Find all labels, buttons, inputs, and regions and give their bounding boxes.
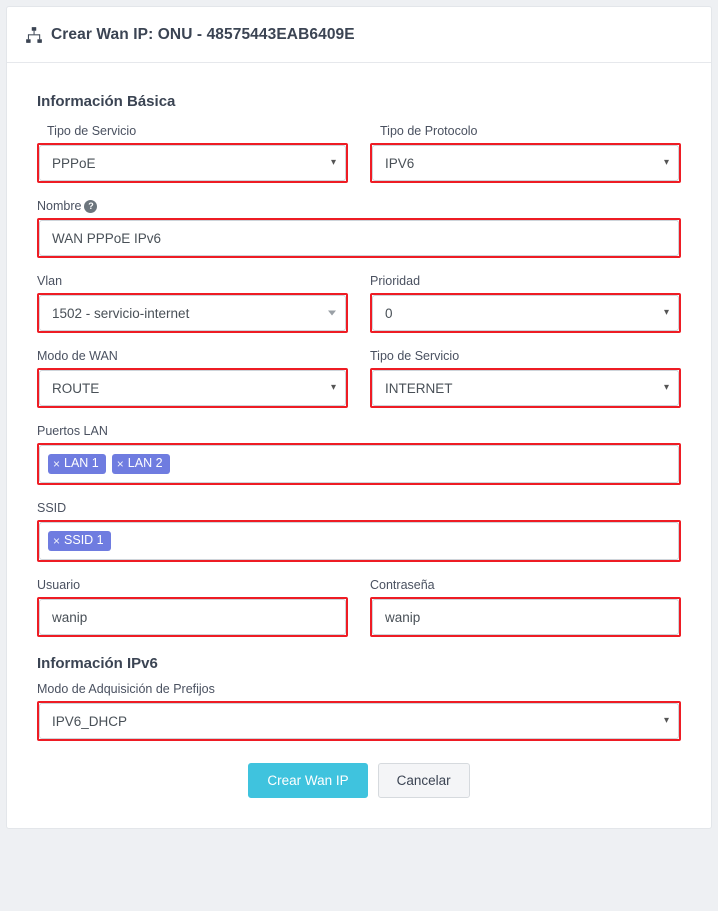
section-title-ipv6: Información IPv6 [37,655,158,673]
chevron-down-icon: ▾ [330,157,336,168]
service-type-2-label: Tipo de Servicio [370,349,460,364]
sitemap-icon [25,26,43,44]
protocol-type-label: Tipo de Protocolo [380,124,478,138]
page-title: Crear Wan IP: ONU - 48575443EAB6409E [51,25,355,43]
chevron-down-icon: ▾ [663,382,669,394]
chevron-down-icon: ▾ [663,307,669,319]
wan-mode-select-wrap[interactable] [39,370,346,406]
protocol-type-select-wrap[interactable] [372,145,679,181]
wan-mode-select[interactable]: ROUTE [39,370,346,406]
lan-ports-label: Puertos LAN [37,424,108,439]
tag-label: SSID 1 [64,533,104,548]
name-input[interactable]: WAN PPPoE IPv6 [39,220,679,256]
field-protocol-type [370,124,681,183]
protocol-type-select[interactable]: IPV6 [372,145,679,181]
service-type-2-highlight [370,368,681,408]
field-ssid [37,501,681,562]
form-actions [37,763,681,798]
field-service-type-2 [370,349,681,408]
create-wan-ip-button[interactable]: Crear Wan IP [248,763,367,798]
password-label: Contraseña [370,578,435,593]
cancel-button[interactable]: Cancelar [378,763,470,798]
lan-ports-multiselect[interactable] [39,445,679,483]
ssid-highlight [37,520,681,562]
tag-label: LAN 1 [64,456,99,471]
chevron-down-icon: ▾ [330,382,336,394]
form-row-wanmode-servicetype [37,349,681,408]
ssid-label: SSID [37,501,67,516]
remove-tag-icon[interactable]: × [53,456,61,471]
protocol-type-highlight [370,143,681,183]
field-lan-ports [37,424,681,485]
priority-select[interactable]: 0 [372,295,679,331]
form-row-lan-ports [37,424,681,485]
field-name [37,199,681,258]
password-input[interactable]: wanip [372,599,679,635]
form-row-ssid [37,501,681,562]
user-label: Usuario [37,578,81,593]
form-row-credentials [37,578,681,637]
tag-ssid-1[interactable] [48,531,111,551]
field-user [37,578,348,637]
field-service-type [37,124,348,183]
service-type-2-select-wrap[interactable] [372,370,679,406]
form-row-prefix-mode [37,682,681,741]
vlan-select[interactable]: 1502 - servicio-internet [39,295,346,331]
field-password [370,578,681,637]
lan-ports-highlight [37,443,681,485]
form-row-vlan-priority [37,274,681,333]
remove-tag-icon[interactable]: × [53,533,61,548]
tag-lan-2[interactable] [112,454,170,474]
field-vlan [37,274,348,333]
vlan-select-wrap[interactable] [39,295,346,331]
card-body [7,63,711,828]
card-header [7,7,711,63]
name-label [37,199,681,213]
service-type-label: Tipo de Servicio [47,124,137,138]
form-row-name [37,199,681,258]
prefix-mode-select[interactable]: IPV6_DHCP [39,703,679,739]
user-input[interactable]: wanip [39,599,346,635]
field-wan-mode [37,349,348,408]
name-label-text: Nombre [37,199,82,213]
remove-tag-icon[interactable]: × [116,456,124,471]
vlan-label: Vlan [37,274,63,289]
section-title-basic: Información Básica [37,93,176,110]
priority-highlight [370,293,681,333]
chevron-down-icon: ▾ [663,715,669,727]
priority-label: Prioridad [370,274,421,289]
vlan-highlight [37,293,348,333]
field-priority [370,274,681,333]
name-highlight [37,218,681,258]
user-highlight [37,597,348,637]
wan-mode-label: Modo de WAN [37,349,118,364]
priority-select-wrap[interactable] [372,295,679,331]
wan-mode-highlight [37,368,348,408]
create-wan-ip-card [6,6,712,829]
service-type-highlight [37,143,348,183]
service-type-select-wrap[interactable] [39,145,346,181]
service-type-select[interactable]: PPPoE [39,145,346,181]
tag-lan-1[interactable] [48,454,106,474]
field-prefix-mode [37,682,681,741]
password-highlight [370,597,681,637]
prefix-mode-label: Modo de Adquisición de Prefijos [37,682,215,697]
help-icon[interactable]: ? [84,200,97,213]
ssid-multiselect[interactable] [39,522,679,560]
prefix-mode-highlight [37,701,681,741]
form-row-service-protocol [37,124,681,183]
service-type-2-select[interactable]: INTERNET [372,370,679,406]
chevron-down-icon: ▾ [663,157,669,168]
tag-label: LAN 2 [127,456,163,471]
prefix-mode-select-wrap[interactable] [39,703,679,739]
